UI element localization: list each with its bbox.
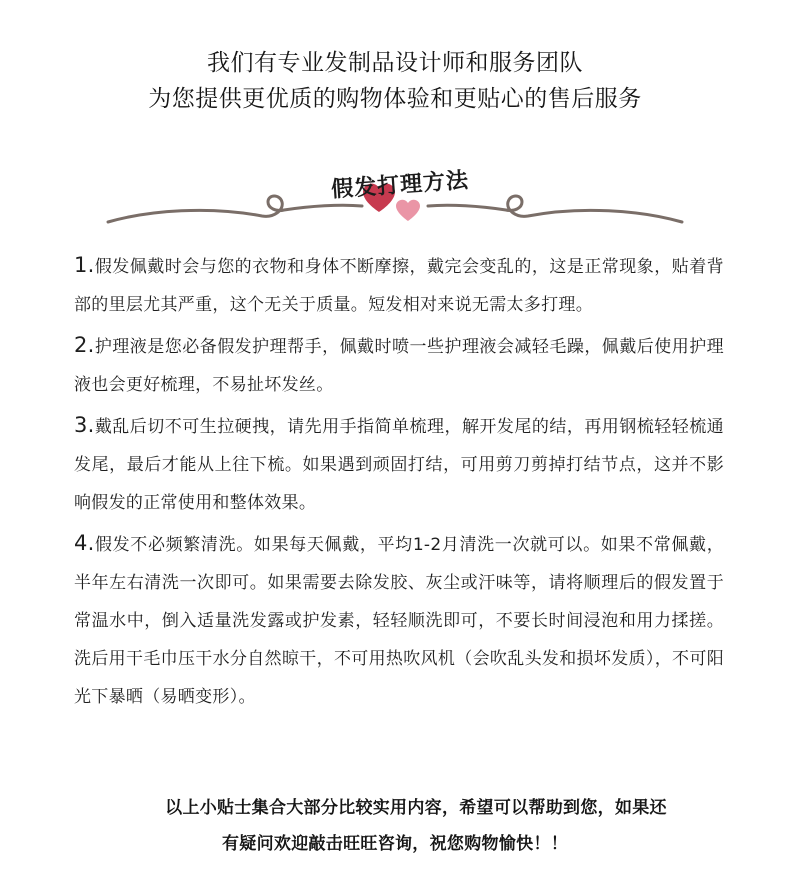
footer-line-2: 有疑问欢迎敲击旺旺咨询，祝您购物愉快！！ [222,834,568,854]
list-item [74,406,724,522]
tip-number: 4. [74,531,95,555]
list-item [74,246,724,324]
footer-note [0,790,790,862]
tip-text: 假发佩戴时会与您的衣物和身体不断摩擦，戴完会变乱的，这是正常现象，贴着背部的里层尤其严重，这个无关于质量。短发相对来说无需太多打理。 [74,257,724,315]
header [0,45,790,117]
tip-number: 3. [74,413,95,437]
footer-line-1: 以上小贴士集合大部分比较实用内容，希望可以帮助到您，如果还 [165,798,667,818]
section-title: 假发打理方法 [330,168,470,203]
tip-number: 1. [74,253,95,277]
header-line-2: 为您提供更优质的购物体验和更贴心的售后服务 [148,86,642,112]
header-line-1: 我们有专业发制品设计师和服务团队 [207,50,583,76]
section-title-block [0,150,790,240]
list-item [74,326,724,404]
list-item [74,524,724,716]
tip-text: 戴乱后切不可生拉硬拽，请先用手指简单梳理，解开发尾的结，再用钢梳轻轻梳通发尾，最后才能从上往下梳。如果遇到顽固打结，可用剪刀剪掉打结节点，这并不影响假发的正常使用和整体效果。 [74,417,724,513]
tip-number: 2. [74,333,95,357]
tip-text: 护理液是您必备假发护理帮手，佩戴时喷一些护理液会减轻毛躁，佩戴后使用护理液也会更好梳理，不易扯坏发丝。 [74,337,724,395]
tip-text: 假发不必频繁清洗。如果每天佩戴，平均1-2月清洗一次就可以。如果不常佩戴，半年左右清洗一次即可。如果需要去除发胶、灰尘或汗味等，请将顺理后的假发置于常温水中，倒入适量洗发露或护发素，轻轻顺洗即可，不要长时间浸泡和用力揉搓。洗后用干毛巾压干水分自然晾干，不可用热吹风机（会吹乱头发和损坏发质），不可阳光下暴晒（易晒变形）。 [74,535,724,707]
tips-list [74,246,724,718]
